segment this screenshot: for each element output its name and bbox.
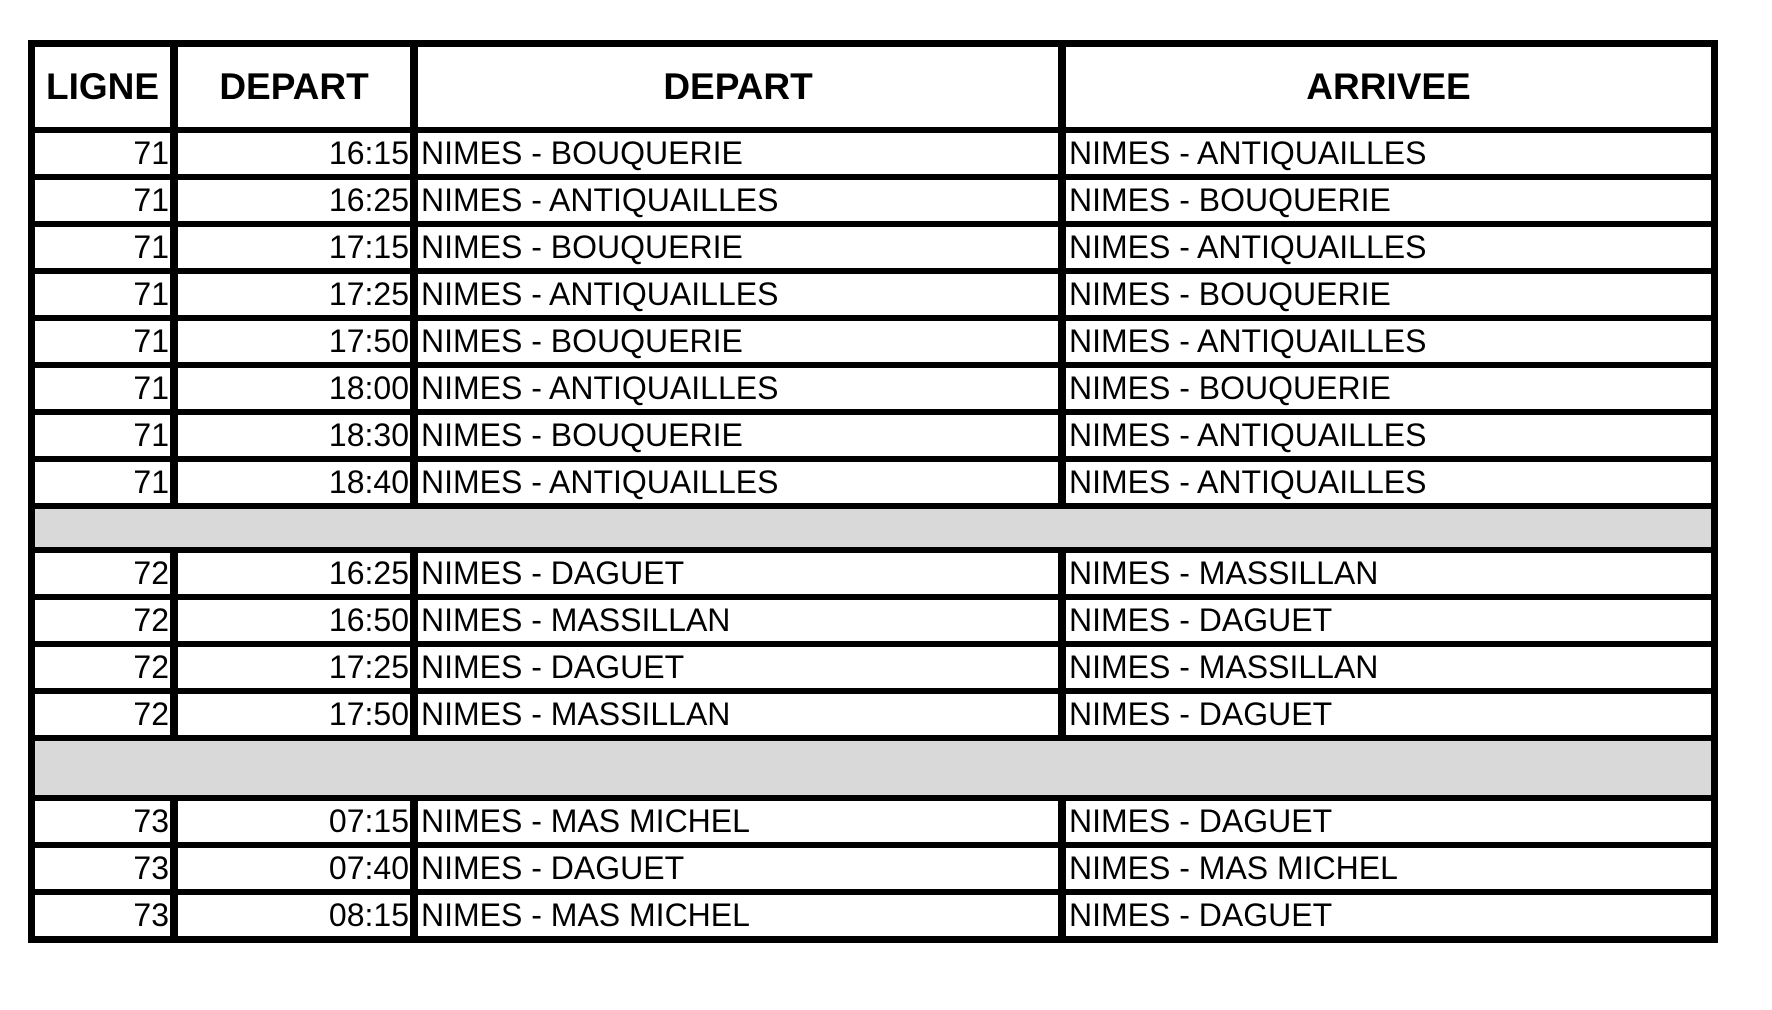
cell-depart-time: 17:50	[178, 694, 410, 735]
cell-arrivee: NIMES - DAGUET	[1066, 895, 1711, 936]
header-arrivee: ARRIVEE	[1066, 47, 1711, 127]
cell-ligne: 72	[35, 694, 170, 735]
table-row	[35, 274, 1711, 315]
table-row	[35, 647, 1711, 688]
cell-depart-stop: NIMES - BOUQUERIE	[418, 227, 1058, 268]
cell-arrivee: NIMES - DAGUET	[1066, 600, 1711, 641]
separator-cell	[35, 509, 1711, 547]
cell-arrivee: NIMES - ANTIQUAILLES	[1066, 133, 1711, 174]
cell-depart-time: 08:15	[178, 895, 410, 936]
group-separator	[35, 509, 1711, 547]
cell-depart-stop: NIMES - BOUQUERIE	[418, 133, 1058, 174]
header-row	[35, 47, 1711, 127]
cell-arrivee: NIMES - ANTIQUAILLES	[1066, 321, 1711, 362]
cell-depart-stop: NIMES - MASSILLAN	[418, 694, 1058, 735]
cell-depart-time: 18:00	[178, 368, 410, 409]
cell-ligne: 73	[35, 895, 170, 936]
cell-depart-time: 07:40	[178, 848, 410, 889]
cell-depart-time: 17:25	[178, 647, 410, 688]
cell-arrivee: NIMES - ANTIQUAILLES	[1066, 462, 1711, 503]
cell-depart-time: 16:15	[178, 133, 410, 174]
cell-depart-time: 17:50	[178, 321, 410, 362]
table-row	[35, 321, 1711, 362]
cell-depart-stop: NIMES - DAGUET	[418, 647, 1058, 688]
cell-ligne: 71	[35, 462, 170, 503]
table-row	[35, 694, 1711, 735]
table-row	[35, 415, 1711, 456]
cell-depart-time: 16:25	[178, 180, 410, 221]
cell-arrivee: NIMES - BOUQUERIE	[1066, 368, 1711, 409]
cell-arrivee: NIMES - MASSILLAN	[1066, 647, 1711, 688]
cell-arrivee: NIMES - ANTIQUAILLES	[1066, 227, 1711, 268]
cell-ligne: 73	[35, 848, 170, 889]
cell-depart-stop: NIMES - BOUQUERIE	[418, 321, 1058, 362]
cell-arrivee: NIMES - ANTIQUAILLES	[1066, 415, 1711, 456]
cell-depart-time: 18:30	[178, 415, 410, 456]
table-row	[35, 368, 1711, 409]
cell-arrivee: NIMES - DAGUET	[1066, 801, 1711, 842]
cell-ligne: 72	[35, 600, 170, 641]
cell-depart-time: 16:50	[178, 600, 410, 641]
cell-ligne: 71	[35, 227, 170, 268]
cell-ligne: 72	[35, 553, 170, 594]
cell-ligne: 73	[35, 801, 170, 842]
header-depart-time: DEPART	[178, 47, 410, 127]
cell-ligne: 71	[35, 368, 170, 409]
timetable-grid	[27, 41, 1719, 942]
cell-depart-time: 18:40	[178, 462, 410, 503]
cell-ligne: 72	[35, 647, 170, 688]
cell-depart-stop: NIMES - ANTIQUAILLES	[418, 462, 1058, 503]
cell-depart-stop: NIMES - MASSILLAN	[418, 600, 1058, 641]
cell-ligne: 71	[35, 180, 170, 221]
table-row	[35, 462, 1711, 503]
cell-ligne: 71	[35, 274, 170, 315]
table-row	[35, 895, 1711, 936]
cell-ligne: 71	[35, 133, 170, 174]
cell-arrivee: NIMES - MAS MICHEL	[1066, 848, 1711, 889]
timetable	[28, 40, 1718, 943]
cell-depart-time: 16:25	[178, 553, 410, 594]
table-row	[35, 801, 1711, 842]
header-ligne: LIGNE	[35, 47, 170, 127]
cell-depart-time: 17:15	[178, 227, 410, 268]
cell-arrivee: NIMES - BOUQUERIE	[1066, 274, 1711, 315]
table-row	[35, 848, 1711, 889]
cell-depart-stop: NIMES - ANTIQUAILLES	[418, 180, 1058, 221]
table-row	[35, 553, 1711, 594]
table-row	[35, 600, 1711, 641]
cell-arrivee: NIMES - BOUQUERIE	[1066, 180, 1711, 221]
timetable-body	[35, 133, 1711, 936]
separator-cell	[35, 741, 1711, 795]
cell-depart-time: 07:15	[178, 801, 410, 842]
cell-depart-stop: NIMES - DAGUET	[418, 848, 1058, 889]
cell-depart-stop: NIMES - MAS MICHEL	[418, 895, 1058, 936]
cell-ligne: 71	[35, 415, 170, 456]
cell-depart-stop: NIMES - MAS MICHEL	[418, 801, 1058, 842]
table-row	[35, 227, 1711, 268]
table-row	[35, 133, 1711, 174]
group-separator	[35, 741, 1711, 795]
table-row	[35, 180, 1711, 221]
cell-ligne: 71	[35, 321, 170, 362]
cell-depart-stop: NIMES - DAGUET	[418, 553, 1058, 594]
cell-arrivee: NIMES - MASSILLAN	[1066, 553, 1711, 594]
cell-arrivee: NIMES - DAGUET	[1066, 694, 1711, 735]
cell-depart-stop: NIMES - ANTIQUAILLES	[418, 274, 1058, 315]
cell-depart-stop: NIMES - BOUQUERIE	[418, 415, 1058, 456]
cell-depart-stop: NIMES - ANTIQUAILLES	[418, 368, 1058, 409]
cell-depart-time: 17:25	[178, 274, 410, 315]
header-depart-stop: DEPART	[418, 47, 1058, 127]
